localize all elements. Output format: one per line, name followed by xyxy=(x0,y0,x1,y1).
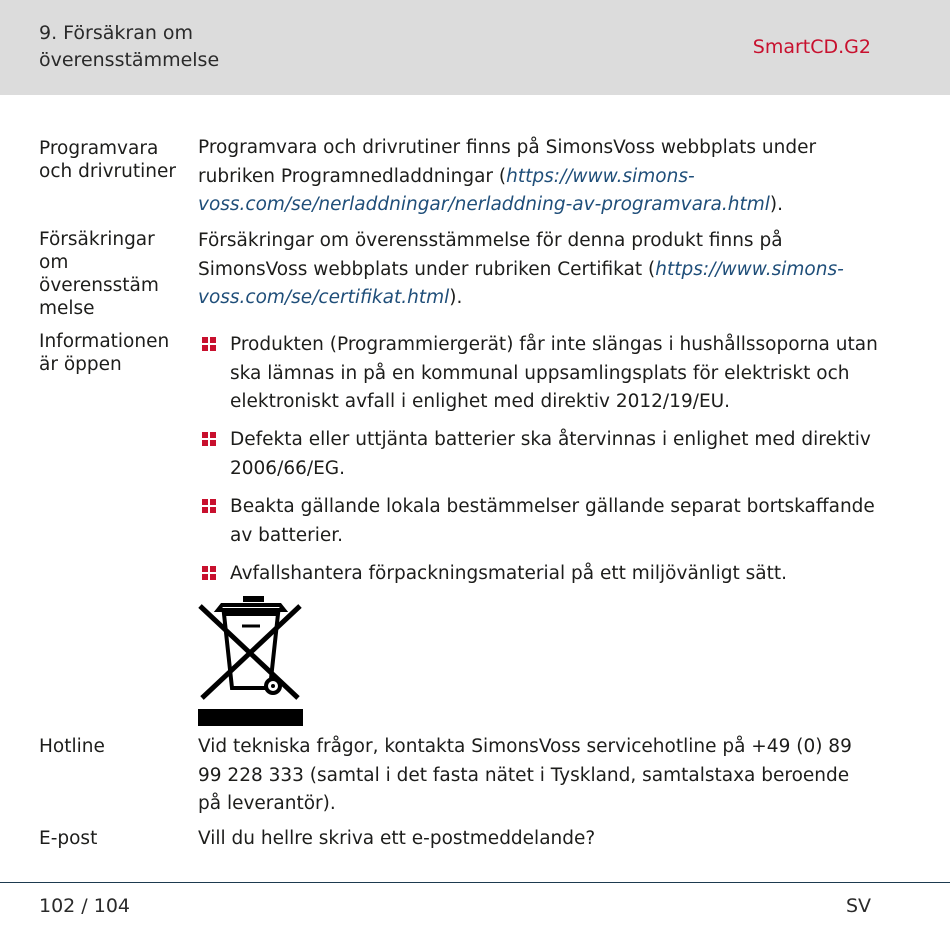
software-text-after: ). xyxy=(769,194,783,215)
language-code: SV xyxy=(845,895,871,917)
page-number: 102 / 104 xyxy=(39,895,131,917)
crossed-out-wheelie-bin-icon xyxy=(198,596,303,726)
declarations-text-before: Försäkringar om överensstämmelse för denna produkt finns på SimonsVoss webbplats under rubriken Certifikat ( xyxy=(198,230,783,280)
information-bullet-3: Beakta gällande lokala bestämmelser gällande separat bortskaffande av batterier. xyxy=(230,496,875,546)
software-text xyxy=(198,134,878,220)
software-label: Programvara och drivrutiner xyxy=(39,138,176,182)
chapter-title: 9. Försäkran om överensstämmelse xyxy=(39,22,220,71)
page-header xyxy=(0,0,950,95)
declarations-text xyxy=(198,227,878,313)
product-name: SmartCD.G2 xyxy=(752,36,871,58)
information-label: Informationen är öppen xyxy=(39,331,170,375)
information-bullet-2: Defekta eller uttjänta batterier ska återvinnas i enlighet med direktiv 2006/66/EG. xyxy=(230,429,871,479)
declarations-text-after: ). xyxy=(449,287,463,308)
information-bullet-4: Avfallshantera förpackningsmaterial på ett miljövänligt sätt. xyxy=(230,563,788,584)
hotline-text: Vid tekniska frågor, kontakta SimonsVoss servicehotline på +49 (0) 89 99 228 333 (samtal i det fasta nätet i Tyskland, samtalstaxa beroende på leverantör). xyxy=(198,736,852,814)
bullet-icon xyxy=(202,337,216,351)
information-bullet-1: Produkten (Programmiergerät) får inte slängas i hushållssoporna utan ska lämnas in på en kommunal uppsamlingsplats för elektriskt och elektroniskt avfall i enlighet med direktiv 2012/19/EU. xyxy=(230,334,878,412)
certificates-link[interactable]: https://www.simons-voss.com/se/certifikat.html xyxy=(198,258,844,308)
email-text: Vill du hellre skriva ett e-postmeddelande? xyxy=(198,828,596,849)
bullet-icon xyxy=(202,499,216,513)
footer-divider xyxy=(0,882,950,883)
email-label: E-post xyxy=(39,828,98,849)
declarations-label: Försäkringar om överensstäm melse xyxy=(39,229,159,319)
hotline-label: Hotline xyxy=(39,736,105,757)
bullet-icon xyxy=(202,432,216,446)
software-download-link[interactable]: https://www.simons-voss.com/se/nerladdningar/nerladdning-av-programvara.html xyxy=(198,165,770,215)
bullet-icon xyxy=(202,566,216,580)
software-text-before: Programvara och drivrutiner finns på SimonsVoss webbplats under rubriken Programnedladdningar ( xyxy=(198,137,817,187)
